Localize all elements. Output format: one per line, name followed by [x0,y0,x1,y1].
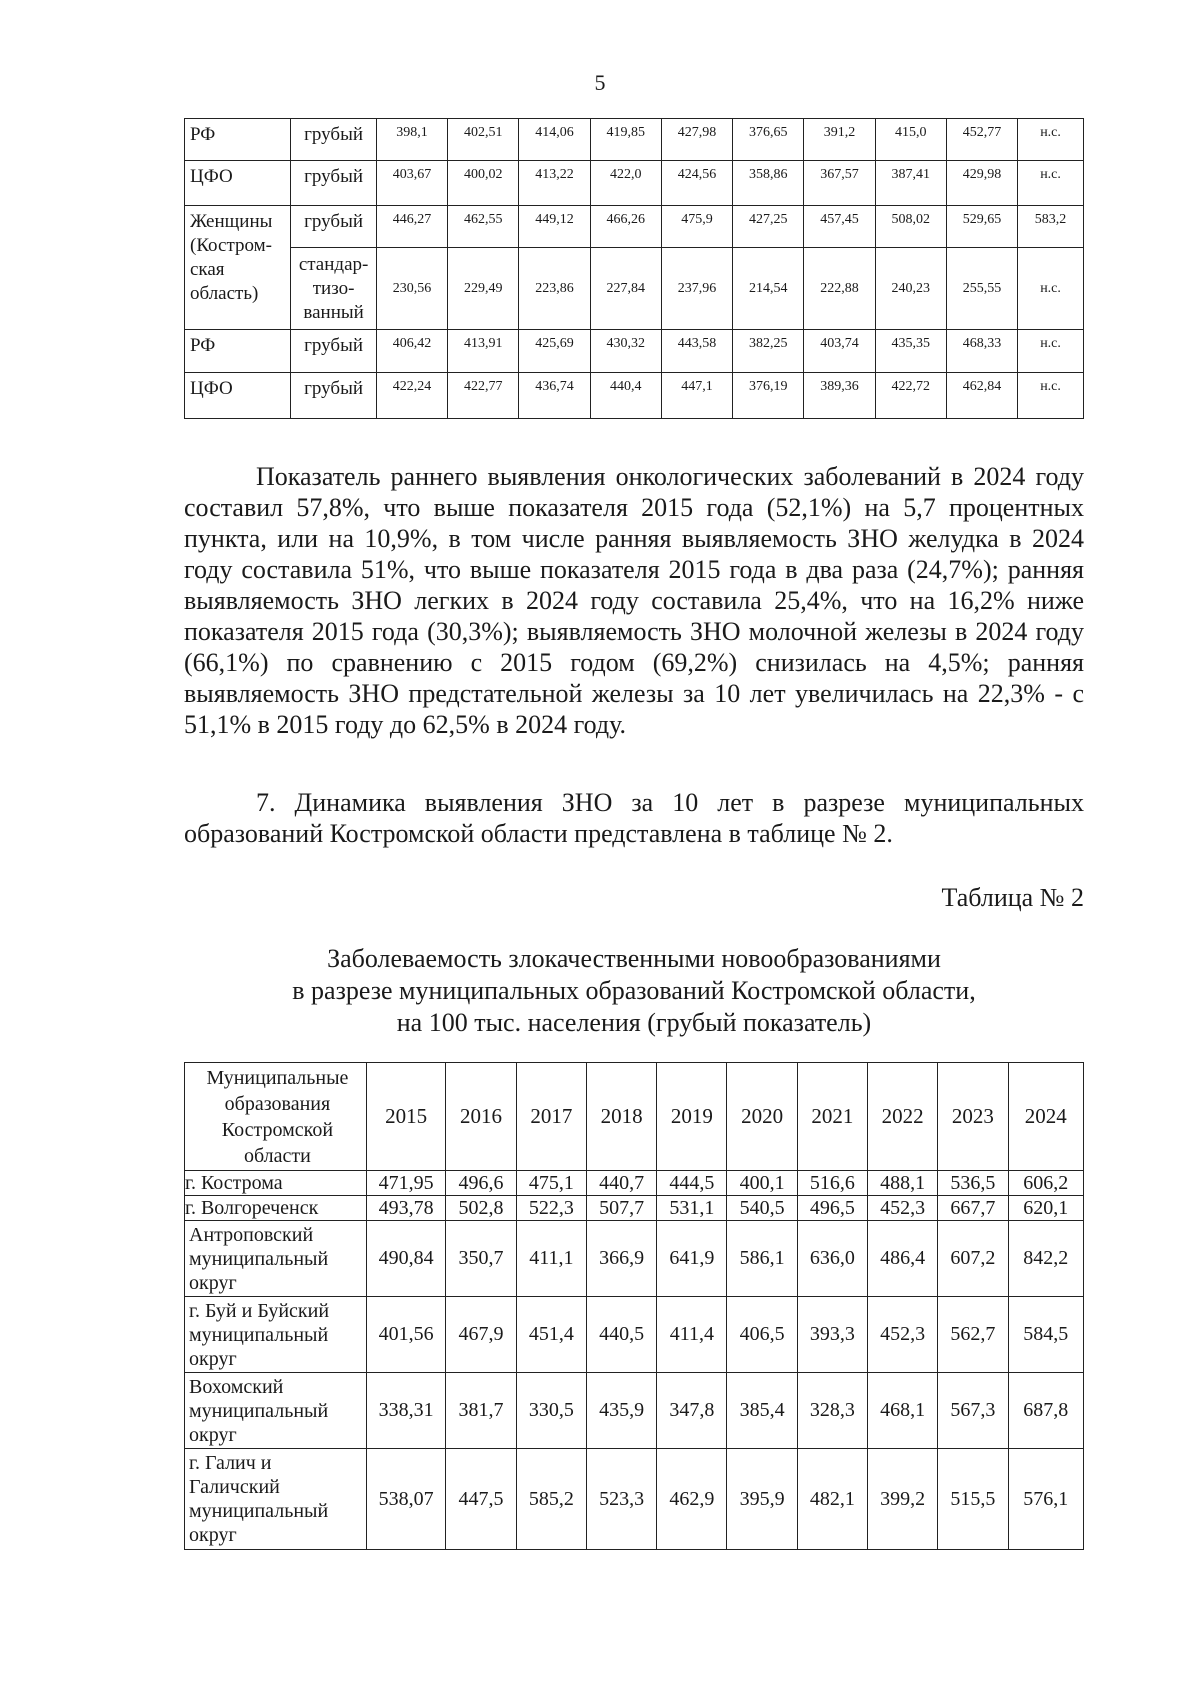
table1-cell: 382,25 [733,330,804,373]
name-line: округ [189,1347,237,1370]
table2-cell: 482,1 [797,1449,867,1550]
table2-cell: 687,8 [1008,1373,1083,1449]
type-line: стандар- [298,253,369,275]
table1-row-type: грубый [291,161,377,206]
table1-cell: 422,0 [590,161,661,206]
table2-cell: 522,3 [516,1196,586,1221]
table-title [184,943,1084,1039]
table2-cell: 435,9 [586,1373,656,1449]
table2-cell: 486,4 [868,1221,938,1297]
table2-row-vokhomsky [185,1373,1084,1449]
table2-cell: 440,7 [586,1171,656,1196]
table2-cell: 562,7 [938,1297,1008,1373]
type-line: тизо- [312,277,355,299]
table-title-line: в разрезе муниципальных образований Костромской области, [292,976,976,1005]
table2-cell: 493,78 [366,1196,446,1221]
table2-cell: 400,1 [727,1171,797,1196]
name-line: Вохомский [189,1375,284,1398]
table2-cell: 451,4 [516,1297,586,1373]
table2-cell: 444,5 [657,1171,727,1196]
table1-row-label: ЦФО [185,161,291,206]
table2-row-antropovsky [185,1221,1084,1297]
table2-cell: 393,3 [797,1297,867,1373]
table2-cell: 586,1 [727,1221,797,1297]
table1-cell: 419,85 [590,119,661,161]
table2-cell: 328,3 [797,1373,867,1449]
table1-cell: 529,65 [946,206,1017,248]
table1-cell: 255,55 [946,248,1017,330]
municipal-incidence-table [184,1062,1084,1550]
table1-row-label: ЦФО [185,373,291,419]
label-line: (Костром- [190,235,272,256]
table1-cell: 466,26 [590,206,661,248]
municipality-name [185,1449,367,1550]
table1-cell: н.с. [1018,248,1084,330]
table2-cell: 531,1 [657,1196,727,1221]
table1-cell: н.с. [1018,161,1084,206]
table2-cell: 516,6 [797,1171,867,1196]
table1-cell: 223,86 [519,248,590,330]
table2-cell: 347,8 [657,1373,727,1449]
table2-cell: 636,0 [797,1221,867,1297]
table2-cell: 350,7 [446,1221,516,1297]
type-line: ванный [303,301,364,323]
table2-cell: 447,5 [446,1449,516,1550]
table2-cell: 620,1 [1008,1196,1083,1221]
header-line: Муниципальные [206,1066,349,1089]
table2-cell: 471,95 [366,1171,446,1196]
table1-row-rf [185,119,1084,161]
page-number: 5 [594,70,606,95]
table2-cell: 667,7 [938,1196,1008,1221]
table1-row-label: РФ [185,330,291,373]
table1-cell: 427,98 [661,119,732,161]
table1-row-women-standardized [185,248,1084,330]
table2-cell: 468,1 [868,1373,938,1449]
municipality-name: г. Волгореченск [185,1196,367,1221]
table2-row-kostroma [185,1171,1084,1196]
table1-cell: 422,24 [376,373,447,419]
year-header: 2021 [797,1063,867,1171]
table1-cell: 222,88 [804,248,875,330]
table2-cell: 540,5 [727,1196,797,1221]
table1-cell: 402,51 [448,119,519,161]
name-line: муниципальный [189,1247,329,1270]
table1-cell: 449,12 [519,206,590,248]
table1-cell: 462,84 [946,373,1017,419]
name-line: г. Галич и [189,1452,272,1474]
table1-cell: 452,77 [946,119,1017,161]
name-line: г. Буй и Буйский [189,1299,330,1322]
table1-cell: 403,67 [376,161,447,206]
table2-cell: 538,07 [366,1449,446,1550]
table2-row-galich [185,1449,1084,1550]
table2-cell: 440,5 [586,1297,656,1373]
year-header: 2016 [446,1063,516,1171]
table1-cell: 240,23 [875,248,946,330]
name-line: Антроповский [189,1223,314,1246]
table1-cell: 583,2 [1018,206,1084,248]
table1-cell: н.с. [1018,373,1084,419]
year-header: 2020 [727,1063,797,1171]
table1-cell: 429,98 [946,161,1017,206]
table1-cell: 406,42 [376,330,447,373]
table1-cell: 229,49 [448,248,519,330]
table1-cell: 446,27 [376,206,447,248]
table2-cell: 536,5 [938,1171,1008,1196]
municipality-name [185,1221,367,1297]
table2-cell: 606,2 [1008,1171,1083,1196]
table1-cell: 413,91 [448,330,519,373]
table1-cell: 391,2 [804,119,875,161]
table1-cell: 468,33 [946,330,1017,373]
label-line: Женщины [190,211,273,232]
table2-cell: 338,31 [366,1373,446,1449]
table1-cell: 424,56 [661,161,732,206]
early-detection-paragraph: Показатель раннего выявления онкологических заболеваний в 2024 году составил 57,8%, что выше показателя 2015 года (52,1%) на 5,7 процентных пункта, или на 10,9%, в том числе ранняя выявляемость ЗНО желудка в 2024 году составила 51%, что выше показателя 2015 года в два раза (24,7%); ранняя выявляемость ЗНО легких в 2024 году составила 25,4%, что на 16,2% ниже показателя 2015 года (30,3%); выявляемость ЗНО молочной железы в 2024 году (66,1%) по сравнению с 2015 годом (69,2%) снизилась на 4,5%; ранняя выявляемость ЗНО предстательной железы за 10 лет увеличилась на 22,3% - с 51,1% в 2015 году до 62,5% в 2024 году. [184,462,1084,739]
name-line: муниципальный [189,1323,329,1346]
year-header: 2015 [366,1063,446,1171]
table2-cell: 842,2 [1008,1221,1083,1297]
table2-row-volgorechensk [185,1196,1084,1221]
header-line: образования [224,1092,331,1115]
table2-cell: 467,9 [446,1297,516,1373]
incidence-continuation-table [184,118,1084,419]
year-header: 2024 [1008,1063,1083,1171]
table2-cell: 381,7 [446,1373,516,1449]
table2-cell: 607,2 [938,1221,1008,1297]
table-title-line: на 100 тыс. населения (грубый показатель) [396,1008,872,1037]
table2-cell: 385,4 [727,1373,797,1449]
table2-cell: 567,3 [938,1373,1008,1449]
table1-cell: 413,22 [519,161,590,206]
table2-cell: 411,1 [516,1221,586,1297]
table2-row-buy [185,1297,1084,1373]
table1-cell: 358,86 [733,161,804,206]
table1-row-rf-women [185,330,1084,373]
header-line: Костромской [221,1118,334,1141]
table2-cell: 584,5 [1008,1297,1083,1373]
table1-row-type [291,248,377,330]
table1-cell: 508,02 [875,206,946,248]
table2-header-label [185,1063,367,1171]
table2-cell: 641,9 [657,1221,727,1297]
table2-cell: 330,5 [516,1373,586,1449]
table1-cell: 414,06 [519,119,590,161]
table1-cell: 376,65 [733,119,804,161]
table2-cell: 406,5 [727,1297,797,1373]
table1-cell: 435,35 [875,330,946,373]
table2-cell: 366,9 [586,1221,656,1297]
table1-row-type: грубый [291,330,377,373]
table1-cell: н.с. [1018,330,1084,373]
table1-row-type: грубый [291,373,377,419]
table1-row-type: грубый [291,206,377,248]
name-line: округ [189,1524,237,1546]
table1-row-women [185,206,1084,248]
label-line: область) [190,283,259,304]
table2-cell: 475,1 [516,1171,586,1196]
table1-cell: н.с. [1018,119,1084,161]
table1-cell: 403,74 [804,330,875,373]
name-line: муниципальный [189,1399,329,1422]
table1-cell: 436,74 [519,373,590,419]
table2-cell: 452,3 [868,1196,938,1221]
year-header: 2017 [516,1063,586,1171]
table1-cell: 387,41 [875,161,946,206]
table1-cell: 425,69 [519,330,590,373]
table1-cell: 475,9 [661,206,732,248]
table2-cell: 585,2 [516,1449,586,1550]
label-line: ская [190,259,225,280]
table1-cell: 398,1 [376,119,447,161]
name-line: округ [189,1423,237,1446]
table1-cell: 230,56 [376,248,447,330]
name-line: округ [189,1271,237,1294]
table1-cell: 400,02 [448,161,519,206]
table2-cell: 490,84 [366,1221,446,1297]
municipality-name: г. Кострома [185,1171,367,1196]
table1-cell: 443,58 [661,330,732,373]
table2-cell: 507,7 [586,1196,656,1221]
year-header: 2022 [868,1063,938,1171]
table2-cell: 488,1 [868,1171,938,1196]
table1-cell: 427,25 [733,206,804,248]
table1-cell: 376,19 [733,373,804,419]
table2-cell: 576,1 [1008,1449,1083,1550]
table1-cell: 447,1 [661,373,732,419]
table2-header-row [185,1063,1084,1171]
municipality-name [185,1373,367,1449]
table1-cell: 214,54 [733,248,804,330]
table2-cell: 515,5 [938,1449,1008,1550]
table1-cell: 237,96 [661,248,732,330]
header-line: области [244,1144,311,1167]
table1-row-cfo [185,161,1084,206]
table1-cell: 457,45 [804,206,875,248]
table1-row-label: РФ [185,119,291,161]
table2-cell: 462,9 [657,1449,727,1550]
table2-cell: 496,5 [797,1196,867,1221]
table-title-line: Заболеваемость злокачественными новообразованиями [327,944,941,973]
table1-cell: 422,72 [875,373,946,419]
table2-cell: 399,2 [868,1449,938,1550]
table2-cell: 496,6 [446,1171,516,1196]
table1-row-type: грубый [291,119,377,161]
dynamics-paragraph: 7. Динамика выявления ЗНО за 10 лет в разрезе муниципальных образований Костромской области представлена в таблице № 2. [184,788,1084,848]
name-line: Галичский [189,1476,280,1498]
table2-cell: 523,3 [586,1449,656,1550]
table1-cell: 367,57 [804,161,875,206]
municipality-name [185,1297,367,1373]
table2-cell: 401,56 [366,1297,446,1373]
table1-cell: 430,32 [590,330,661,373]
table1-cell: 440,4 [590,373,661,419]
name-line: муниципальный [189,1500,329,1522]
table-caption: Таблица № 2 [941,883,1084,912]
table1-row-label-women [185,206,291,330]
table2-cell: 502,8 [446,1196,516,1221]
table2-cell: 395,9 [727,1449,797,1550]
year-header: 2023 [938,1063,1008,1171]
table1-row-cfo-women [185,373,1084,419]
table1-cell: 227,84 [590,248,661,330]
table1-cell: 415,0 [875,119,946,161]
table1-cell: 389,36 [804,373,875,419]
year-header: 2018 [586,1063,656,1171]
table2-cell: 411,4 [657,1297,727,1373]
table1-cell: 422,77 [448,373,519,419]
year-header: 2019 [657,1063,727,1171]
table2-cell: 452,3 [868,1297,938,1373]
table1-cell: 462,55 [448,206,519,248]
